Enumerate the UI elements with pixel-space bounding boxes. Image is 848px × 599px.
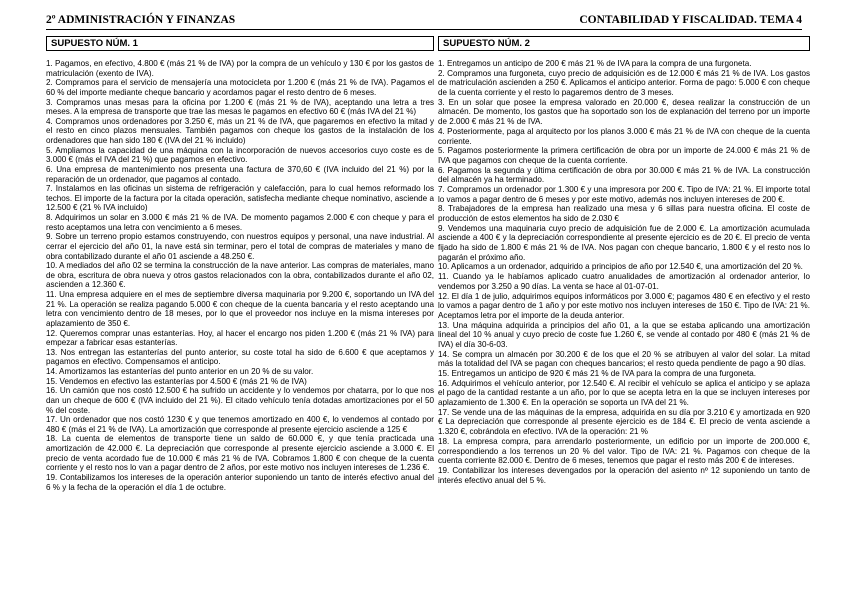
- exercise-item: 15. Entregamos un anticipo de 920 € más 21 % de IVA para la compra de una furgoneta.: [438, 369, 756, 378]
- supuesto-1-items: [46, 59, 434, 492]
- exercise-item: 17. Se vende una de las máquinas de la empresa, adquirida en su día por 3.210 € y amortizada en 920 € La depreciación que corresponde al presente ejercicio es de 184 €. El precio de venta asciende a 1.320 €, cobrándola en efectivo. IVA de la operación: 21 %: [438, 407, 810, 437]
- exercise-item: 11. Cuando ya le habíamos aplicado cuatro anualidades de amortización al ordenador anterior, lo vendemos por 3.250 a 90 días. La venta se hace al 01-07-01.: [438, 272, 810, 291]
- exercise-item: 3. Compramos unas mesas para la oficina por 1.200 € (más 21 % de IVA), aceptando una letra a tres meses. A la empresa de transporte que trae las mesas le pagamos en efectivo 60 € (más IVA del 21 %): [46, 97, 434, 117]
- exercise-item: 9. Sobre un terreno propio estamos construyendo, con nuestros equipos y personal, una nave industrial. Al cerrar el ejercicio del año 01, la nave está sin terminar, pero el total de compras de materiales y mano de obra contabilizado durante el año 01 asciende a 48.250 €.: [46, 232, 434, 261]
- exercise-item: 6. Una empresa de mantenimiento nos presenta una factura de 370,60 € (IVA incluido del 21 %) por la reparación de un ordenador, que pagamos al contado.: [46, 164, 434, 184]
- exercise-item: 5. Pagamos posteriormente la primera certificación de obra por un importe de 24.000 € más 21 % de IVA que pagamos con cheque de la cuenta corriente.: [438, 146, 810, 165]
- exercise-item: 13. Nos entregan las estanterías del punto anterior, su coste total ha sido de 6.600 € que aceptamos y pagamos en efectivo. Compensamos el anticipo.: [46, 347, 434, 367]
- exercise-item: 14. Se compra un almacén por 30.200 € de los que el 20 % se atribuyen al valor del solar. La mitad más la totalidad del IVA se pagan con cheques bancarios; el resto queda pendiente de pago a 90 días.: [438, 349, 810, 369]
- exercise-item: 14. Amortizamos las estanterías del punto anterior en un 20 % de su valor.: [46, 367, 314, 376]
- exercise-item: 19. Contabilizar los intereses devengados por la operación del asiento nº 12 suponiendo un tanto de interés efectivo anual del 5 %.: [438, 465, 810, 485]
- exercise-item: 15. Vendemos en efectivo las estanterías por 4.500 € (más 21 % de IVA): [46, 376, 307, 386]
- course-title: 2º ADMINISTRACIÓN Y FINANZAS: [46, 14, 236, 26]
- exercise-item: 1. Pagamos, en efectivo, 4.800 € (más 21 % de IVA) por la compra de un vehículo y 130 € por los gastos de matriculación (exento de IVA).: [46, 59, 434, 78]
- exercise-item: 10. A mediados del año 02 se termina la construcción de la nave anterior. Las compras de materiales, mano de obra, escritura de obra nueva y otros gastos relacionados con la obra, contabilizados durante el año 02, ascienden a 12.360 €.: [46, 261, 434, 290]
- exercise-item: 6. Pagamos la segunda y última certificación de obra por 30.000 € más 21 % de IVA. La construcción del almacén ya ha terminado.: [438, 165, 810, 185]
- exercise-item: 5. Ampliamos la capacidad de una máquina con la incorporación de nuevos accesorios cuyo coste es de 3.000 € (más el IVA del 21 %) que pagamos en efectivo.: [46, 145, 434, 165]
- exercise-item: 12. Queremos comprar unas estanterías. Hoy, al hacer el encargo nos piden 1.200 € (más 21 % IVA) para empezar a fabricar esas estanterías.: [46, 328, 434, 348]
- exercise-item: 16. Un camión que nos costó 12.500 € ha sufrido un accidente y lo vendemos por chatarra, por lo que nos dan un cheque de 600 € (IVA incluido del 21 %). El citado vehículo tenía dotadas amortizaciones por el 50 % del coste.: [46, 386, 434, 415]
- exercise-item: 18. La empresa compra, para arrendarlo posteriormente, un edificio por un importe de 200.000 €, correspondiendo a los terrenos un 20 % del valor. Tipo de IVA: 21 %. Pagamos con cheque de la cuenta corriente 82.000 €. Dentro de 6 meses, tenemos que pagar el resto más 200 € de intereses.: [438, 436, 810, 466]
- exercise-item: 9. Vendemos una maquinaria cuyo precio de adquisición fue de 2.000 €. La amortización acumulada asciende a 400 € y la depreciación correspondiente al presente ejercicio es de 20 €. El precio de venta fijado ha sido de 1.800 € más 21 % de IVA. Nos pagan con cheque bancario, 1.800 € y el resto nos lo pagarán el próximo año.: [438, 223, 810, 262]
- column-supuesto-1: [46, 36, 434, 492]
- subject-title: CONTABILIDAD Y FISCALIDAD. TEMA 4: [579, 14, 802, 26]
- header-divider: [46, 29, 802, 30]
- supuesto-2-title: SUPUESTO NÚM. 2: [438, 36, 810, 51]
- exercise-item: 2. Compramos una furgoneta, cuyo precio de adquisición es de 12.000 € más 21 % de IVA. Los gastos de matriculación ascienden a 250 €. Aplicamos el anticipo anterior. Forma de pago: 5.000 € con cheque de la cuenta corriente y el resto lo pagaremos dentro de 3 meses.: [438, 68, 810, 98]
- exercise-item: 10. Aplicamos a un ordenador, adquirido a principios de año por 12.540 €, una amortización del 20 %.: [438, 262, 803, 272]
- exercise-item: 4. Compramos unos ordenadores por 3.250 €, más un 21 % de IVA, que pagaremos en efectivo la mitad y el resto en cinco plazos mensuales. También pagamos con cheque los gastos de la instalación de los ordenadores que han sido 180 € (IVA del 21 % incluido): [46, 116, 434, 145]
- supuesto-2-items: [438, 59, 810, 485]
- page-header: [46, 14, 802, 30]
- exercise-item: 2. Compramos para el servicio de mensajería una motocicleta por 1.200 € (más 21 % de IVA). Pagamos el 60 % del importe mediante cheque bancario y acordamos pagar el resto dentro de 6 meses.: [46, 78, 434, 97]
- exercise-item: 7. Compramos un ordenador por 1.300 € y una impresora por 200 €. Tipo de IVA: 21 %. El importe total lo vamos a pagar dentro de 6 meses y por este motivo, además nos incluyen intereses de 200 €.: [438, 184, 810, 204]
- exercise-item: 7. Instalamos en las oficinas un sistema de refrigeración y calefacción, para lo cual hemos reformado los techos. El importe de la factura por la citada operación, satisfecha mediante cheque nominativo, asciende a 12.500 € (21 % IVA incluido): [46, 184, 434, 213]
- supuesto-1-title: SUPUESTO NÚM. 1: [46, 36, 434, 51]
- exercise-item: 8. Adquirimos un solar en 3.000 € más 21 % de IVA. De momento pagamos 2.000 € con cheque y para el resto aceptamos una letra con vencimiento a 6 meses.: [46, 213, 434, 232]
- column-supuesto-2: [438, 36, 810, 485]
- exercise-item: 13. Una máquina adquirida a principios del año 01, a la que se estaba aplicando una amortización lineal del 10 % anual y cuyo precio de coste fue 1.260 €, se vende al contado por 480 € (más 21 % de IVA) el día 30-6-03.: [438, 320, 810, 349]
- exercise-item: 19. Contabilizamos los intereses de la operación anterior suponiendo un tanto de interés efectivo anual del 6 % y la fecha de la operación el día 1 de octubre.: [46, 472, 434, 492]
- exercise-item: 12. El día 1 de julio, adquirimos equipos informáticos por 3.000 €; pagamos 480 € en efectivo y el resto lo vamos a pagar dentro de 1 año y por este motivo nos incluyen intereses de 150 €. Tipo de IVA: 21 %. Aceptamos letra por el importe de la deuda anterior.: [438, 291, 810, 320]
- exercise-item: 18. La cuenta de elementos de transporte tiene un saldo de 60.000 €, y que tenía practicada una amortización de 42.000 €. La depreciación que corresponde al presente ejercicio asciende a 3.000 €. El precio de venta acordado fue de 10.000 € más 21 % de IVA. Cobramos 1.800 € con cheque de la cuenta corriente y el resto nos lo van a pagar dentro de 2 años, por este motivo nos incluyen intereses de 1.236 €.: [46, 434, 434, 473]
- exercise-item: 4. Posteriormente, paga al arquitecto por los planos 3.000 € más 21 % de IVA con cheque de la cuenta corriente.: [438, 126, 810, 146]
- exercise-item: 1. Entregamos un anticipo de 200 € más 21 % de IVA para la compra de una furgoneta.: [438, 59, 752, 68]
- exercise-item: 8. Trabajadores de la empresa han realizado una mesa y 6 sillas para nuestra oficina. El coste de producción de estos elementos ha sido de 2.030 €: [438, 204, 810, 223]
- exercise-item: 17. Un ordenador que nos costó 1230 € y que tenemos amortizado en 400 €, lo vendemos al contado por 480 € (más el 21 % de IVA). La amortización que corresponde al presente ejercicio asciende a 125 €: [46, 415, 434, 434]
- exercise-item: 16. Adquirimos el vehículo anterior, por 12.540 €. Al recibir el vehículo se aplica el anticipo y se aplaza el pago de la cantidad restante a un año, por lo que se acepta letra en la que se incluyen intereses por aplazamiento de 1.300 €. En la operación se soporta un IVA del 21 %.: [438, 378, 810, 408]
- exercise-item: 11. Una empresa adquiere en el mes de septiembre diversa maquinaria por 9.200 €, soportando un IVA del 21 %. La operación se realiza pagando 5.000 € con cheque de la cuenta bancaria y el resto aceptando una letra con vencimiento dentro de 18 meses, por lo que el proveedor nos incluye en la misma intereses por aplazamiento de 350 €.: [46, 290, 434, 328]
- exercise-item: 3. En un solar que posee la empresa valorado en 20.000 €, desea realizar la construcción de un almacén. De momento, los gastos que ha soportado son los de explanación del terreno por un importe de 2.000 € más 21 % de IVA.: [438, 97, 810, 127]
